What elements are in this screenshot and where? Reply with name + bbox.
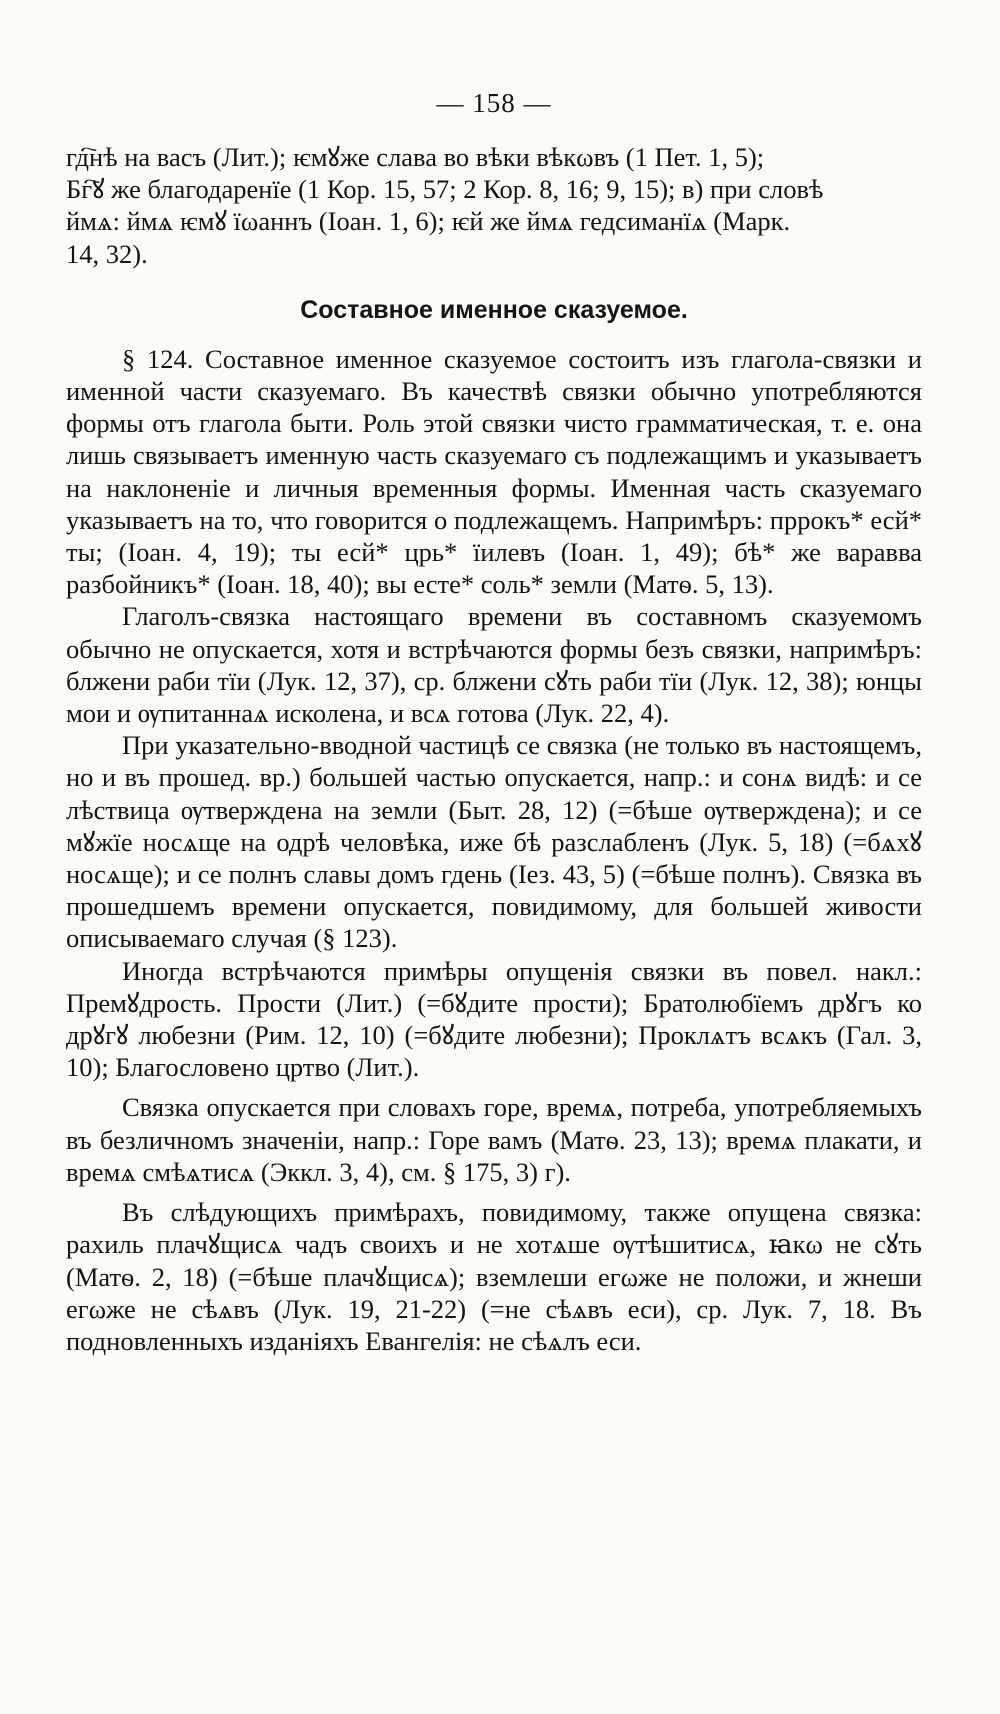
section-heading: Составное именное сказуемое. bbox=[300, 295, 688, 324]
continued-text bbox=[66, 141, 922, 270]
paragraph: Связка опускается при словахъ горе, времѧ, потреба, употребляемыхъ въ безличномъ значеніи, напр.: Горе вамъ (Матѳ. 23, 13); времѧ плакати, и времѧ смѣѧтисѧ (Эккл. 3, 4), см. § 175, 3) г). bbox=[66, 1092, 922, 1187]
page-number: — 158 — bbox=[436, 88, 552, 118]
paragraph: Глаголъ-связка настоящаго времени въ составномъ сказуемомъ обычно не опускается, хотя и встрѣчаются формы безъ связки, напримѣръ: блжени раби тïи (Лук. 12, 37), ср. блжени сꙋть раби тïи (Лук. 12, 38); юнцы мои и ѹпитаннаѧ исколена, и всѧ готова (Лук. 22, 4). bbox=[66, 601, 922, 729]
paragraph-124: § 124. Составное именное сказуемое состоитъ изъ глагола-связки и именной части сказуемаго. Въ качествѣ связки обычно употребляются формы отъ глагола быти. Роль этой связки чисто грамматическая, т. е. она лишь связываетъ именную часть сказуемаго съ подлежащимъ и указываетъ на наклоненіе и личныя временныя формы. Именная часть сказуемаго указываетъ на то, что говорится о подлежащемъ. Напримѣръ: пррокъ* есй* ты; (Іоан. 4, 19); ты есй* црь* ïилевъ (Іоан. 1, 49); бѣ* же варавва разбойникъ* (Іоан. 18, 40); вы есте* соль* земли (Матѳ. 5, 13). bbox=[66, 343, 922, 600]
paragraph: При указательно-вводной частицѣ се связка (не только въ настоящемъ, но и въ прошед. вр.) большей частью опускается, напр.: и сонѧ видѣ: и се лѣствица ѹтверждена на земли (Быт. 28, 12) (=бѣше ѹтверждена); и се мꙋжïе носѧще на одрѣ человѣка, иже бѣ разслабленъ (Лук. 5, 18) (=бѧхꙋ носѧще); и се полнъ славы домъ гдень (Іез. 43, 5) (=бѣше полнъ). Связка въ прошедшемъ времени опускается, повидимому, для большей живости описываемаго случая (§ 123). bbox=[66, 730, 922, 954]
text-line: Бг҇ꙋ же благодаренїе (1 Кор. 15, 57; 2 Кор. 8, 16; 9, 15); в) при словѣ bbox=[66, 174, 824, 205]
paragraph: Иногда встрѣчаются примѣры опущенія связки въ повел. накл.: Премꙋдрость. Прости (Лит.) (=бꙋдите прости); Братолюбïемъ дрꙋгъ ко дрꙋгꙋ любезни (Рим. 12, 10) (=бꙋдите любезни); Проклѧтъ всѧкъ (Гал. 3, 10); Благословено цртво (Лит.). bbox=[66, 955, 922, 1083]
paragraph: Въ слѣдующихъ примѣрахъ, повидимому, также опущена связка: рахиль плачꙋщисѧ чадъ своихъ и не хотѧше ѹтѣшитисѧ, ꙗкω не сꙋть (Матѳ. 2, 18) (=бѣше плачꙋщисѧ); вземлеши егωже не положи, и жнеши егωже не сѣѧвъ (Лук. 19, 21-22) (=не сѣѧвъ еси), ср. Лук. 7, 18. Въ подновленныхъ изданіяхъ Евангелія: не сѣѧлъ еси. bbox=[66, 1197, 922, 1356]
text-line: гд҇нѣ на васъ (Лит.); ѥмꙋже слава во вѣки вѣкωвъ (1 Пет. 1, 5); bbox=[66, 142, 765, 172]
text-line: ймѧ: ймѧ ѥмꙋ ïωаннъ (Іоан. 1, 6); ѥй же ймѧ гедсиманïѧ (Марк. bbox=[66, 206, 791, 237]
text-line: 14, 32). bbox=[66, 238, 148, 269]
